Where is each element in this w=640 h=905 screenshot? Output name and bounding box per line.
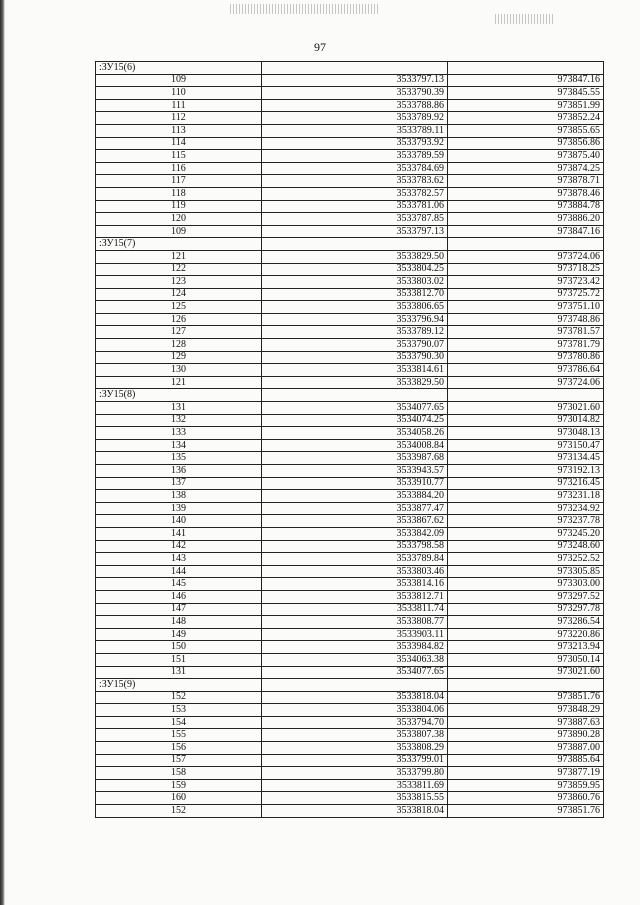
point-number: 121 — [96, 250, 262, 263]
x-coordinate: 3533783.62 — [262, 175, 448, 188]
y-coordinate: 973860.76 — [448, 792, 604, 805]
y-coordinate: 973885.64 — [448, 754, 604, 767]
y-coordinate: 973216.45 — [448, 477, 604, 490]
x-coordinate: 3533790.39 — [262, 87, 448, 100]
y-coordinate: 973248.60 — [448, 540, 604, 553]
point-number: 152 — [96, 691, 262, 704]
point-number: 127 — [96, 326, 262, 339]
point-number: 139 — [96, 502, 262, 515]
point-number: 149 — [96, 628, 262, 641]
x-coordinate: 3533789.12 — [262, 326, 448, 339]
table-row — [96, 263, 604, 276]
x-coordinate: 3533789.84 — [262, 553, 448, 566]
y-coordinate: 973887.00 — [448, 742, 604, 755]
y-coordinate: 973134.45 — [448, 452, 604, 465]
table-row — [96, 225, 604, 238]
y-coordinate: 973718.25 — [448, 263, 604, 276]
y-coordinate: 973252.52 — [448, 553, 604, 566]
table-row — [96, 603, 604, 616]
y-coordinate: 973245.20 — [448, 527, 604, 540]
table-row — [96, 250, 604, 263]
empty-cell — [262, 62, 448, 75]
table-row — [96, 540, 604, 553]
table-row — [96, 137, 604, 150]
table-row — [96, 767, 604, 780]
x-coordinate: 3533794.70 — [262, 716, 448, 729]
y-coordinate: 973877.19 — [448, 767, 604, 780]
point-number: 151 — [96, 653, 262, 666]
point-number: 111 — [96, 99, 262, 112]
table-row — [96, 414, 604, 427]
x-coordinate: 3534077.65 — [262, 666, 448, 679]
point-number: 109 — [96, 225, 262, 238]
point-number: 114 — [96, 137, 262, 150]
point-number: 147 — [96, 603, 262, 616]
table-row — [96, 742, 604, 755]
x-coordinate: 3533790.30 — [262, 351, 448, 364]
point-number: 116 — [96, 162, 262, 175]
x-coordinate: 3533804.25 — [262, 263, 448, 276]
table-row — [96, 364, 604, 377]
x-coordinate: 3534058.26 — [262, 427, 448, 440]
empty-cell — [448, 679, 604, 692]
table-row — [96, 527, 604, 540]
point-number: 159 — [96, 779, 262, 792]
point-number: 146 — [96, 590, 262, 603]
point-number: 142 — [96, 540, 262, 553]
y-coordinate: 973878.71 — [448, 175, 604, 188]
x-coordinate: 3533807.38 — [262, 729, 448, 742]
x-coordinate: 3533811.74 — [262, 603, 448, 616]
table-row — [96, 691, 604, 704]
y-coordinate: 973305.85 — [448, 565, 604, 578]
y-coordinate: 973878.46 — [448, 187, 604, 200]
point-number: 121 — [96, 376, 262, 389]
table-row — [96, 276, 604, 289]
y-coordinate: 973286.54 — [448, 616, 604, 629]
point-number: 110 — [96, 87, 262, 100]
y-coordinate: 973851.76 — [448, 691, 604, 704]
empty-cell — [448, 62, 604, 75]
table-row — [96, 465, 604, 478]
table-row — [96, 87, 604, 100]
point-number: 143 — [96, 553, 262, 566]
table-row — [96, 578, 604, 591]
point-number: 136 — [96, 465, 262, 478]
x-coordinate: 3533789.11 — [262, 124, 448, 137]
x-coordinate: 3533842.09 — [262, 527, 448, 540]
point-number: 157 — [96, 754, 262, 767]
x-coordinate: 3533808.29 — [262, 742, 448, 755]
y-coordinate: 973847.16 — [448, 74, 604, 87]
y-coordinate: 973050.14 — [448, 653, 604, 666]
x-coordinate: 3533818.04 — [262, 691, 448, 704]
empty-cell — [448, 389, 604, 402]
y-coordinate: 973751.10 — [448, 301, 604, 314]
x-coordinate: 3533784.69 — [262, 162, 448, 175]
table-row — [96, 565, 604, 578]
section-label: :ЗУ15(9) — [96, 679, 262, 692]
point-number: 134 — [96, 439, 262, 452]
x-coordinate: 3533987.68 — [262, 452, 448, 465]
table-row — [96, 99, 604, 112]
point-number: 144 — [96, 565, 262, 578]
table-row — [96, 402, 604, 415]
point-number: 113 — [96, 124, 262, 137]
page-binding-edge — [0, 0, 5, 905]
x-coordinate: 3533787.85 — [262, 213, 448, 226]
empty-cell — [262, 238, 448, 251]
table-row — [96, 477, 604, 490]
y-coordinate: 973748.86 — [448, 313, 604, 326]
point-number: 118 — [96, 187, 262, 200]
y-coordinate: 973150.47 — [448, 439, 604, 452]
point-number: 138 — [96, 490, 262, 503]
table-row — [96, 74, 604, 87]
scan-artifact — [230, 4, 380, 14]
empty-cell — [262, 389, 448, 402]
y-coordinate: 973781.57 — [448, 326, 604, 339]
x-coordinate: 3533877.47 — [262, 502, 448, 515]
page-number: 97 — [314, 40, 326, 54]
scan-artifact — [495, 14, 555, 24]
table-row — [96, 666, 604, 679]
point-number: 130 — [96, 364, 262, 377]
x-coordinate: 3533781.06 — [262, 200, 448, 213]
table-row — [96, 376, 604, 389]
y-coordinate: 973725.72 — [448, 288, 604, 301]
empty-cell — [262, 679, 448, 692]
table-row — [96, 326, 604, 339]
x-coordinate: 3533943.57 — [262, 465, 448, 478]
x-coordinate: 3533798.58 — [262, 540, 448, 553]
y-coordinate: 973237.78 — [448, 515, 604, 528]
section-label: :ЗУ15(6) — [96, 62, 262, 75]
point-number: 125 — [96, 301, 262, 314]
x-coordinate: 3534074.25 — [262, 414, 448, 427]
point-number: 160 — [96, 792, 262, 805]
x-coordinate: 3533814.61 — [262, 364, 448, 377]
point-number: 131 — [96, 666, 262, 679]
point-number: 140 — [96, 515, 262, 528]
table-row — [96, 301, 604, 314]
x-coordinate: 3533814.16 — [262, 578, 448, 591]
x-coordinate: 3533811.69 — [262, 779, 448, 792]
point-number: 123 — [96, 276, 262, 289]
y-coordinate: 973781.79 — [448, 339, 604, 352]
table-row — [96, 502, 604, 515]
y-coordinate: 973874.25 — [448, 162, 604, 175]
section-header-row — [96, 62, 604, 75]
table-row — [96, 313, 604, 326]
table-row — [96, 641, 604, 654]
y-coordinate: 973231.18 — [448, 490, 604, 503]
table-row — [96, 779, 604, 792]
point-number: 120 — [96, 213, 262, 226]
point-number: 154 — [96, 716, 262, 729]
table-row — [96, 200, 604, 213]
table-row — [96, 162, 604, 175]
y-coordinate: 973220.86 — [448, 628, 604, 641]
x-coordinate: 3533829.50 — [262, 250, 448, 263]
x-coordinate: 3534077.65 — [262, 402, 448, 415]
empty-cell — [448, 238, 604, 251]
coordinates-table — [95, 61, 604, 818]
section-header-row — [96, 679, 604, 692]
table-row — [96, 351, 604, 364]
point-number: 158 — [96, 767, 262, 780]
point-number: 155 — [96, 729, 262, 742]
y-coordinate: 973297.78 — [448, 603, 604, 616]
y-coordinate: 973851.99 — [448, 99, 604, 112]
point-number: 112 — [96, 112, 262, 125]
table-row — [96, 754, 604, 767]
table-row — [96, 792, 604, 805]
table-row — [96, 616, 604, 629]
x-coordinate: 3533867.62 — [262, 515, 448, 528]
table-row — [96, 124, 604, 137]
x-coordinate: 3533804.06 — [262, 704, 448, 717]
table-row — [96, 150, 604, 163]
point-number: 128 — [96, 339, 262, 352]
point-number: 137 — [96, 477, 262, 490]
x-coordinate: 3533812.70 — [262, 288, 448, 301]
point-number: 129 — [96, 351, 262, 364]
y-coordinate: 973859.95 — [448, 779, 604, 792]
table-row — [96, 288, 604, 301]
y-coordinate: 973886.20 — [448, 213, 604, 226]
y-coordinate: 973856.86 — [448, 137, 604, 150]
y-coordinate: 973875.40 — [448, 150, 604, 163]
section-label: :ЗУ15(8) — [96, 389, 262, 402]
table-row — [96, 452, 604, 465]
point-number: 156 — [96, 742, 262, 755]
y-coordinate: 973724.06 — [448, 250, 604, 263]
x-coordinate: 3533803.46 — [262, 565, 448, 578]
y-coordinate: 973847.16 — [448, 225, 604, 238]
x-coordinate: 3533793.92 — [262, 137, 448, 150]
y-coordinate: 973213.94 — [448, 641, 604, 654]
x-coordinate: 3533884.20 — [262, 490, 448, 503]
point-number: 117 — [96, 175, 262, 188]
y-coordinate: 973303.00 — [448, 578, 604, 591]
point-number: 126 — [96, 313, 262, 326]
x-coordinate: 3533799.80 — [262, 767, 448, 780]
x-coordinate: 3533903.11 — [262, 628, 448, 641]
y-coordinate: 973845.55 — [448, 87, 604, 100]
x-coordinate: 3533808.77 — [262, 616, 448, 629]
y-coordinate: 973021.60 — [448, 666, 604, 679]
table-row — [96, 439, 604, 452]
section-header-row — [96, 389, 604, 402]
point-number: 153 — [96, 704, 262, 717]
section-label: :ЗУ15(7) — [96, 238, 262, 251]
table-row — [96, 187, 604, 200]
y-coordinate: 973786.64 — [448, 364, 604, 377]
table-row — [96, 339, 604, 352]
y-coordinate: 973014.82 — [448, 414, 604, 427]
table-row — [96, 716, 604, 729]
y-coordinate: 973887.63 — [448, 716, 604, 729]
table-row — [96, 427, 604, 440]
y-coordinate: 973848.29 — [448, 704, 604, 717]
x-coordinate: 3533796.94 — [262, 313, 448, 326]
table-row — [96, 729, 604, 742]
y-coordinate: 973048.13 — [448, 427, 604, 440]
table-row — [96, 704, 604, 717]
y-coordinate: 973890.28 — [448, 729, 604, 742]
point-number: 148 — [96, 616, 262, 629]
point-number: 122 — [96, 263, 262, 276]
table-row — [96, 590, 604, 603]
x-coordinate: 3533829.50 — [262, 376, 448, 389]
y-coordinate: 973192.13 — [448, 465, 604, 478]
point-number: 131 — [96, 402, 262, 415]
point-number: 145 — [96, 578, 262, 591]
x-coordinate: 3533788.86 — [262, 99, 448, 112]
y-coordinate: 973884.78 — [448, 200, 604, 213]
y-coordinate: 973852.24 — [448, 112, 604, 125]
y-coordinate: 973724.06 — [448, 376, 604, 389]
x-coordinate: 3533790.07 — [262, 339, 448, 352]
table-row — [96, 112, 604, 125]
table-row — [96, 628, 604, 641]
y-coordinate: 973855.65 — [448, 124, 604, 137]
table-row — [96, 805, 604, 818]
point-number: 141 — [96, 527, 262, 540]
y-coordinate: 973851.76 — [448, 805, 604, 818]
x-coordinate: 3533797.13 — [262, 74, 448, 87]
x-coordinate: 3533812.71 — [262, 590, 448, 603]
table-row — [96, 515, 604, 528]
section-header-row — [96, 238, 604, 251]
y-coordinate: 973297.52 — [448, 590, 604, 603]
x-coordinate: 3534063.38 — [262, 653, 448, 666]
x-coordinate: 3533984.82 — [262, 641, 448, 654]
point-number: 152 — [96, 805, 262, 818]
x-coordinate: 3533910.77 — [262, 477, 448, 490]
point-number: 115 — [96, 150, 262, 163]
x-coordinate: 3533782.57 — [262, 187, 448, 200]
x-coordinate: 3533818.04 — [262, 805, 448, 818]
point-number: 135 — [96, 452, 262, 465]
x-coordinate: 3533789.92 — [262, 112, 448, 125]
table-row — [96, 490, 604, 503]
table-row — [96, 175, 604, 188]
x-coordinate: 3534008.84 — [262, 439, 448, 452]
y-coordinate: 973021.60 — [448, 402, 604, 415]
x-coordinate: 3533799.01 — [262, 754, 448, 767]
y-coordinate: 973780.86 — [448, 351, 604, 364]
point-number: 119 — [96, 200, 262, 213]
table-row — [96, 653, 604, 666]
y-coordinate: 973723.42 — [448, 276, 604, 289]
point-number: 109 — [96, 74, 262, 87]
table-row — [96, 213, 604, 226]
x-coordinate: 3533803.02 — [262, 276, 448, 289]
x-coordinate: 3533815.55 — [262, 792, 448, 805]
table-row — [96, 553, 604, 566]
x-coordinate: 3533806.65 — [262, 301, 448, 314]
point-number: 124 — [96, 288, 262, 301]
x-coordinate: 3533797.13 — [262, 225, 448, 238]
x-coordinate: 3533789.59 — [262, 150, 448, 163]
point-number: 132 — [96, 414, 262, 427]
point-number: 133 — [96, 427, 262, 440]
y-coordinate: 973234.92 — [448, 502, 604, 515]
point-number: 150 — [96, 641, 262, 654]
